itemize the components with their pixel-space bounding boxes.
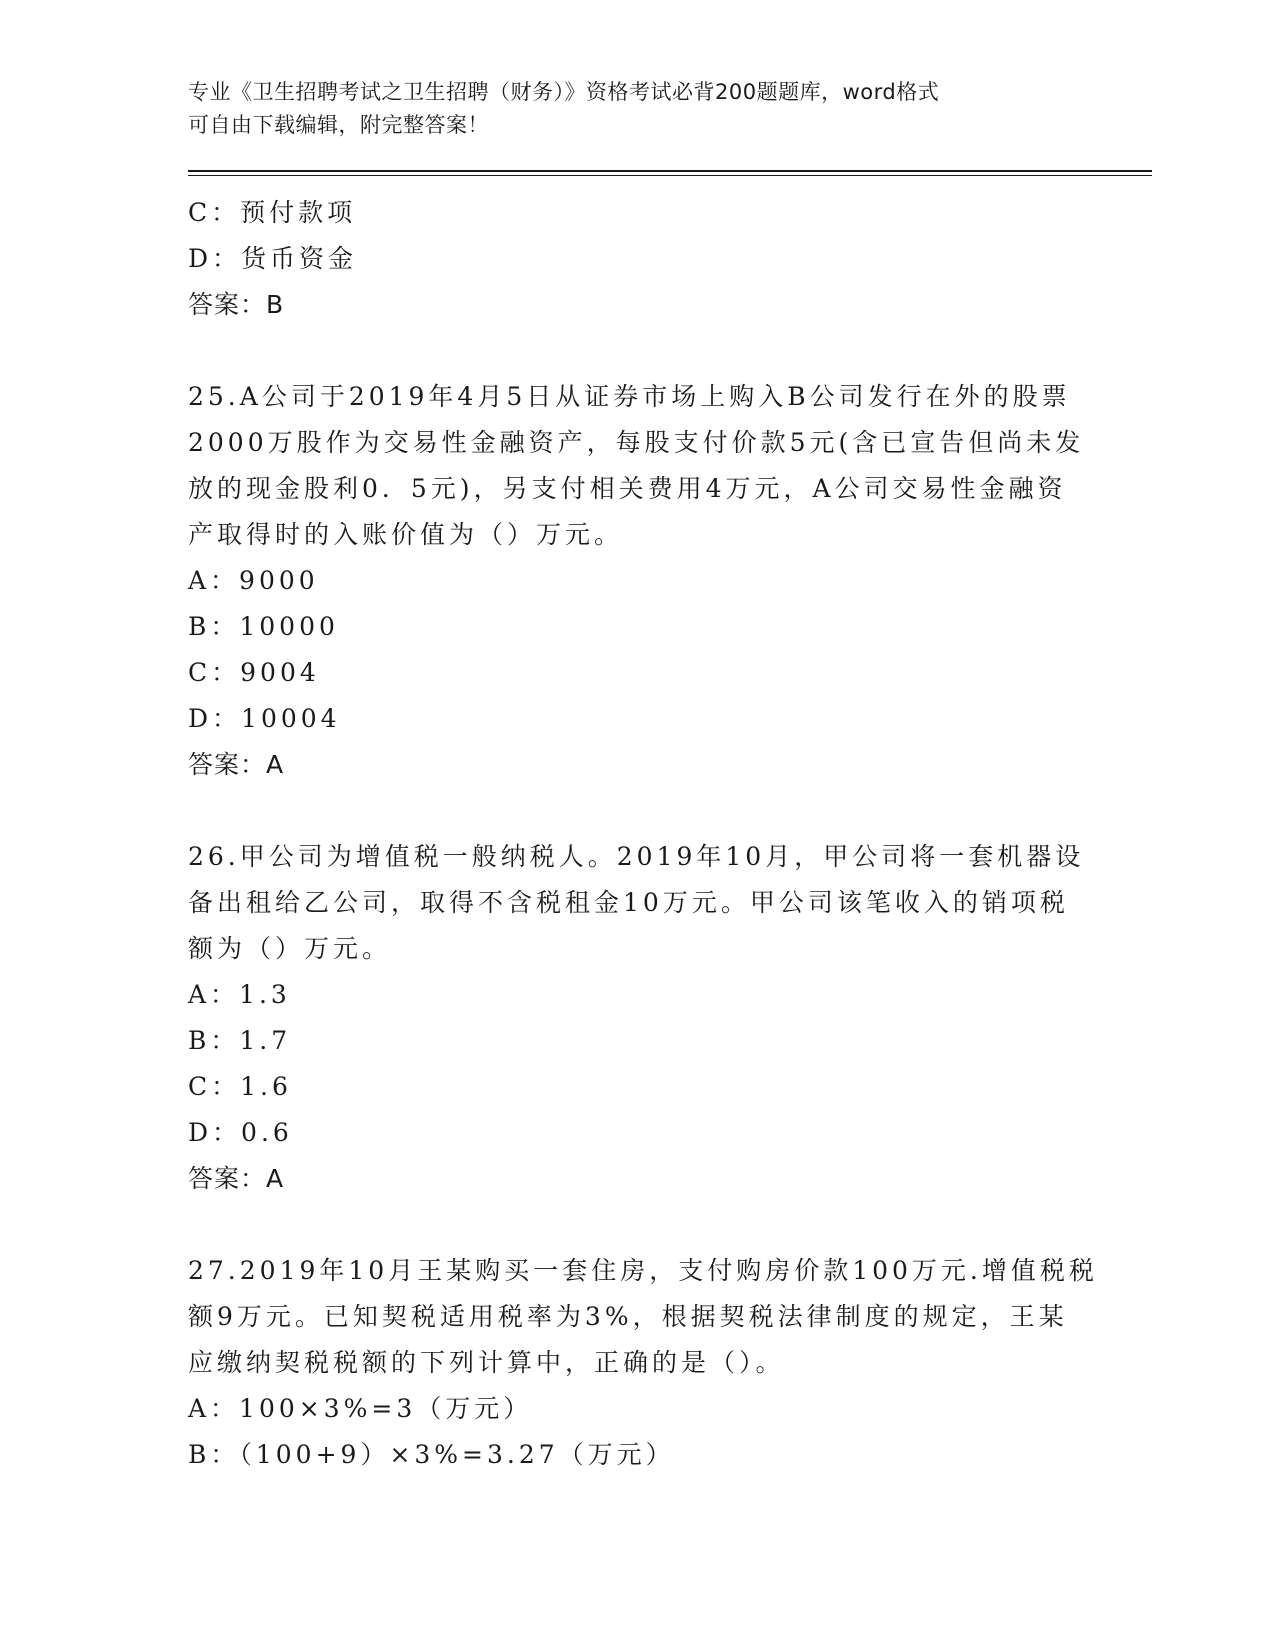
answer-line: 答案：A (188, 750, 285, 779)
header-line-1: 专业《卫生招聘考试之卫生招聘（财务）》资格考试必背200题题库，word格式 (188, 80, 940, 104)
header-divider-bottom (188, 175, 1152, 176)
option-a: A：1.3 (188, 980, 291, 1009)
spacer (188, 328, 1088, 374)
option-b: B：（100+9）×3%=3.27（万元） (188, 1440, 675, 1469)
option-c: C：预付款项 (188, 198, 357, 227)
question-text (188, 834, 1088, 972)
option-d: D：0.6 (188, 1118, 293, 1147)
question-line: 额9万元。已知契税适用税率为3%，根据契税法律制度的规定，王某 (188, 1302, 1068, 1331)
option-d: D：10004 (188, 704, 341, 733)
question-line: 额为（）万元。 (188, 934, 392, 963)
option-c: C：9004 (188, 658, 320, 687)
option-d: D：货币资金 (188, 244, 358, 273)
question-24-tail (188, 190, 1088, 328)
question-list (188, 190, 1098, 1478)
option-a: A：9000 (188, 566, 319, 595)
question-27 (188, 1248, 1098, 1478)
question-line: 应缴纳契税税额的下列计算中，正确的是（）。 (188, 1348, 785, 1377)
question-line: 产取得时的入账价值为（）万元。 (188, 520, 624, 549)
option-b: B：1.7 (188, 1026, 292, 1055)
spacer (188, 788, 1088, 834)
header-divider-top (188, 170, 1152, 172)
question-26 (188, 834, 1088, 1202)
question-line: 27.2019年10月王某购买一套住房，支付购房价款100万元.增值税税 (188, 1256, 1098, 1285)
question-25 (188, 374, 1088, 788)
question-line: 25.A公司于2019年4月5日从证券市场上购入B公司发行在外的股票 (188, 382, 1071, 411)
question-line: 2000万股作为交易性金融资产，每股支付价款5元(含已宣告但尚未发 (188, 428, 1085, 457)
answer-line: 答案：B (188, 290, 285, 319)
option-b: B：10000 (188, 612, 339, 641)
question-line: 放的现金股利0．5元)，另支付相关费用4万元，A公司交易性金融资 (188, 474, 1067, 503)
option-a: A：100×3%=3（万元） (188, 1394, 533, 1423)
spacer (188, 1202, 1088, 1248)
document-header (188, 76, 1068, 142)
header-line-2: 可自由下载编辑，附完整答案！ (188, 113, 489, 137)
question-line: 26.甲公司为增值税一般纳税人。2019年10月，甲公司将一套机器设 (188, 842, 1085, 871)
question-text (188, 374, 1088, 558)
option-c: C：1.6 (188, 1072, 292, 1101)
question-line: 备出租给乙公司，取得不含税租金10万元。甲公司该笔收入的销项税 (188, 888, 1069, 917)
question-text (188, 1248, 1098, 1386)
answer-line: 答案：A (188, 1164, 285, 1193)
